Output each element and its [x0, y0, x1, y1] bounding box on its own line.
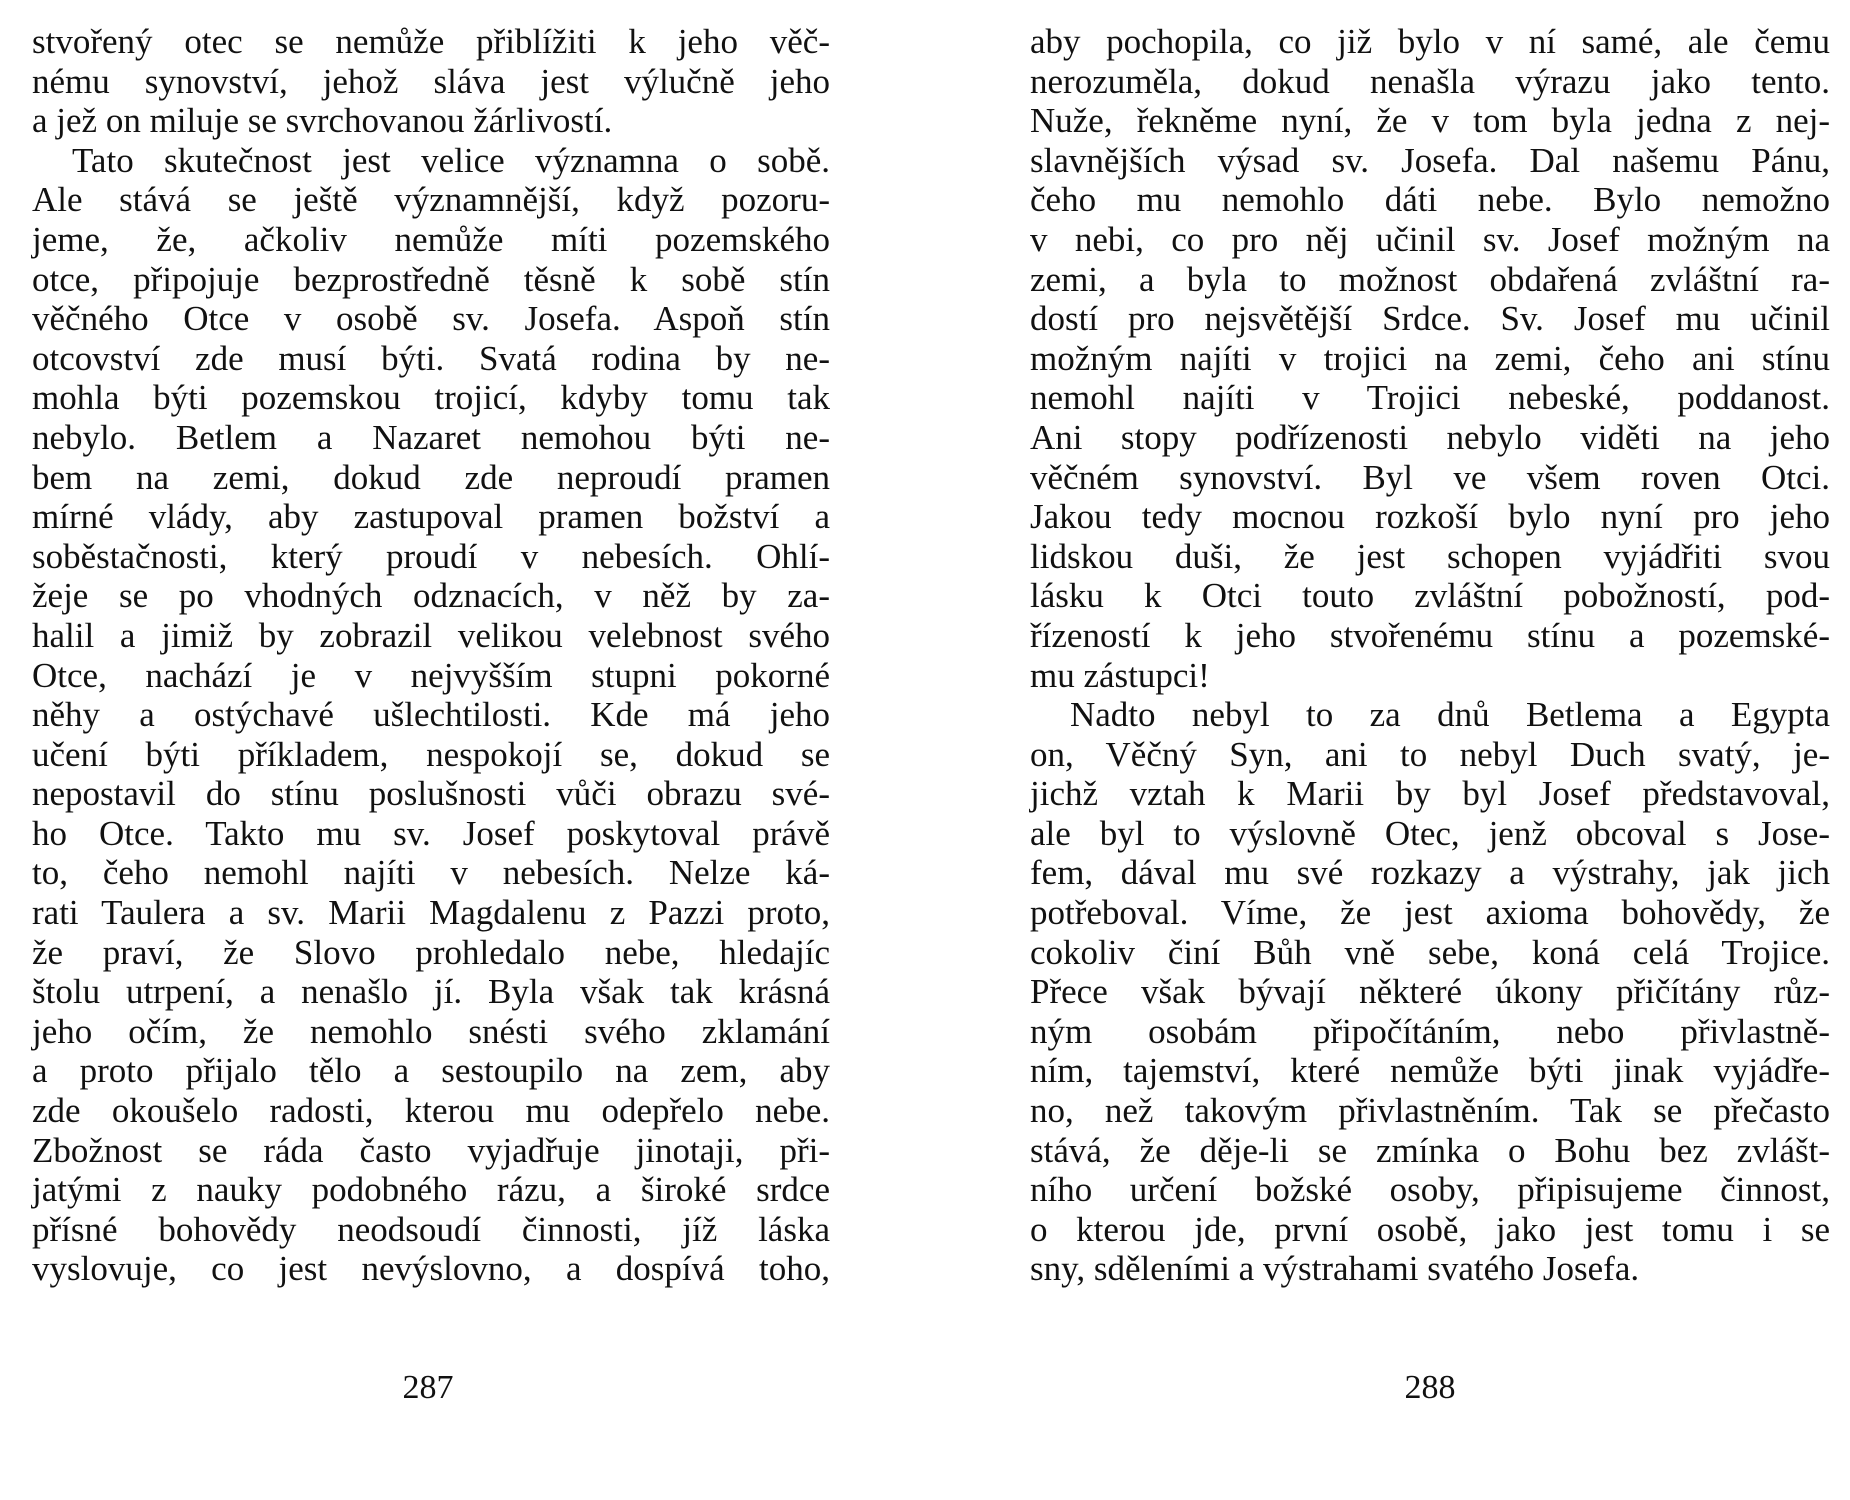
text-line: Otce, nachází je v nejvyšším stupni pokorné [32, 655, 830, 695]
text-line: mírné vlády, aby zastupoval pramen božství a [32, 497, 830, 537]
text-line: cokoliv činí Bůh vně sebe, koná celá Trojice. [1030, 932, 1830, 972]
text-line: a jež on miluje se svrchovanou žárlivostí. [32, 101, 613, 141]
text-line: učení býti příkladem, nespokojí se, dokud se [32, 734, 830, 774]
text-line: fem, dával mu své rozkazy a výstrahy, jak jich [1030, 853, 1830, 893]
text-line: možným najíti v trojici na zemi, čeho ani stínu [1030, 338, 1830, 378]
text-line: mohla býti pozemskou trojicí, kdyby tomu tak [32, 378, 830, 418]
text-line: ale byl to výslovně Otec, jenž obcoval s Jose- [1030, 813, 1830, 853]
text-line: Nuže, řekněme nyní, že v tom byla jedna z nej- [1030, 101, 1830, 141]
text-line: čeho mu nemohlo dáti nebe. Bylo nemožno [1030, 180, 1830, 220]
text-line: to, čeho nemohl najíti v nebesích. Nelze ká- [32, 853, 830, 893]
text-line: jichž vztah k Marii by byl Josef představoval, [1030, 774, 1830, 814]
text-line: nému synovství, jehož sláva jest výlučně jeho [32, 61, 830, 101]
text-line: lásku k Otci touto zvláštní pobožností, pod- [1030, 576, 1830, 616]
text-line: nepostavil do stínu poslušnosti vůči obrazu své- [32, 774, 830, 814]
text-line: slavnějších výsad sv. Josefa. Dal našemu Pánu, [1030, 140, 1830, 180]
text-line: že praví, že Slovo prohledalo nebe, hledajíc [32, 932, 830, 972]
text-line: ným osobám připočítáním, nebo přivlastně- [1030, 1011, 1830, 1051]
text-line: v nebi, co pro něj učinil sv. Josef možným na [1030, 219, 1830, 259]
page-number-left: 287 [402, 1369, 454, 1406]
text-line: Tato skutečnost jest velice významna o sobě. [72, 140, 830, 180]
text-line: žeje se po vhodných odznacích, v něž by za- [32, 576, 830, 616]
text-line: otcovství zde musí býti. Svatá rodina by ne- [32, 338, 830, 378]
text-line: rati Taulera a sv. Marii Magdalenu z Pazzi proto, [32, 893, 830, 933]
text-line: Zbožnost se ráda často vyjadřuje jinotaji, při- [32, 1130, 830, 1170]
text-line: jatými z nauky podobného rázu, a široké srdce [32, 1170, 830, 1210]
text-line: Ale stává se ještě významnější, když pozoru- [32, 180, 830, 220]
text-line: a proto přijalo tělo a sestoupilo na zem, aby [32, 1051, 830, 1091]
text-line: lidskou duši, že jest schopen vyjádřiti svou [1030, 536, 1830, 576]
text-line: nerozuměla, dokud nenašla výrazu jako tento. [1030, 61, 1830, 101]
text-line: stává, že děje-li se zmínka o Bohu bez zvlášt- [1030, 1130, 1830, 1170]
text-line: aby pochopila, co již bylo v ní samé, ale čemu [1030, 22, 1830, 61]
text-line: halil a jimiž by zobrazil velikou velebnost svého [32, 615, 830, 655]
text-line: vyslovuje, co jest nevýslovno, a dospívá toho, [32, 1249, 830, 1289]
text-line: ním, tajemství, které nemůže býti jinak vyjádře- [1030, 1051, 1830, 1091]
text-line: jeme, že, ačkoliv nemůže míti pozemského [32, 219, 830, 259]
text-line: Nadto nebyl to za dnů Betlema a Egypta [1070, 695, 1830, 735]
text-line: o kterou jde, první osobě, jako jest tomu i se [1030, 1209, 1830, 1249]
text-line: přísné bohovědy neodsoudí činnosti, jíž láska [32, 1209, 830, 1249]
text-line: ho Otce. Takto mu sv. Josef poskytoval právě [32, 813, 830, 853]
text-line: on, Věčný Syn, ani to nebyl Duch svatý, je- [1030, 734, 1830, 774]
text-line: Ani stopy podřízenosti nebylo viděti na jeho [1030, 417, 1830, 457]
right-page [1030, 22, 1830, 1289]
text-line: nemohl najíti v Trojici nebeské, poddanost. [1030, 378, 1830, 418]
text-line: štolu utrpení, a nenašlo jí. Byla však tak krásná [32, 972, 830, 1012]
text-line: zde okoušelo radosti, kterou mu odepřelo nebe. [32, 1091, 830, 1131]
text-line: zemi, a byla to možnost obdařená zvláštní ra- [1030, 259, 1830, 299]
text-line: sny, sděleními a výstrahami svatého Josefa. [1030, 1249, 1640, 1289]
text-line: Jakou tedy mocnou rozkoší bylo nyní pro jeho [1030, 497, 1830, 537]
text-line: řízeností k jeho stvořenému stínu a pozemské- [1030, 615, 1830, 655]
text-line: ního určení božské osoby, připisujeme činnost, [1030, 1170, 1830, 1210]
text-line: stvořený otec se nemůže přiblížiti k jeho věč- [32, 22, 830, 61]
text-line: Přece však bývají některé úkony přičítány růz- [1030, 972, 1830, 1012]
text-line: dostí pro nejsvětější Srdce. Sv. Josef mu učinil [1030, 299, 1830, 339]
text-line: mu zástupci! [1030, 655, 1210, 695]
text-line: potřeboval. Víme, že jest axioma bohovědy, že [1030, 893, 1830, 933]
text-line: nebylo. Betlem a Nazaret nemohou býti ne- [32, 417, 830, 457]
text-line: bem na zemi, dokud zde neproudí pramen [32, 457, 830, 497]
text-line: otce, připojuje bezprostředně těsně k sobě stín [32, 259, 830, 299]
text-line: no, než takovým přivlastněním. Tak se přečasto [1030, 1091, 1830, 1131]
text-line: věčném synovství. Byl ve všem roven Otci. [1030, 457, 1830, 497]
text-line: soběstačnosti, který proudí v nebesích. Ohlí- [32, 536, 830, 576]
left-page [32, 22, 830, 1289]
text-line: věčného Otce v osobě sv. Josefa. Aspoň stín [32, 299, 830, 339]
page-number-right: 288 [1404, 1369, 1456, 1406]
text-line: jeho očím, že nemohlo snésti svého zklamání [32, 1011, 830, 1051]
text-line: něhy a ostýchavé ušlechtilosti. Kde má jeho [32, 695, 830, 735]
